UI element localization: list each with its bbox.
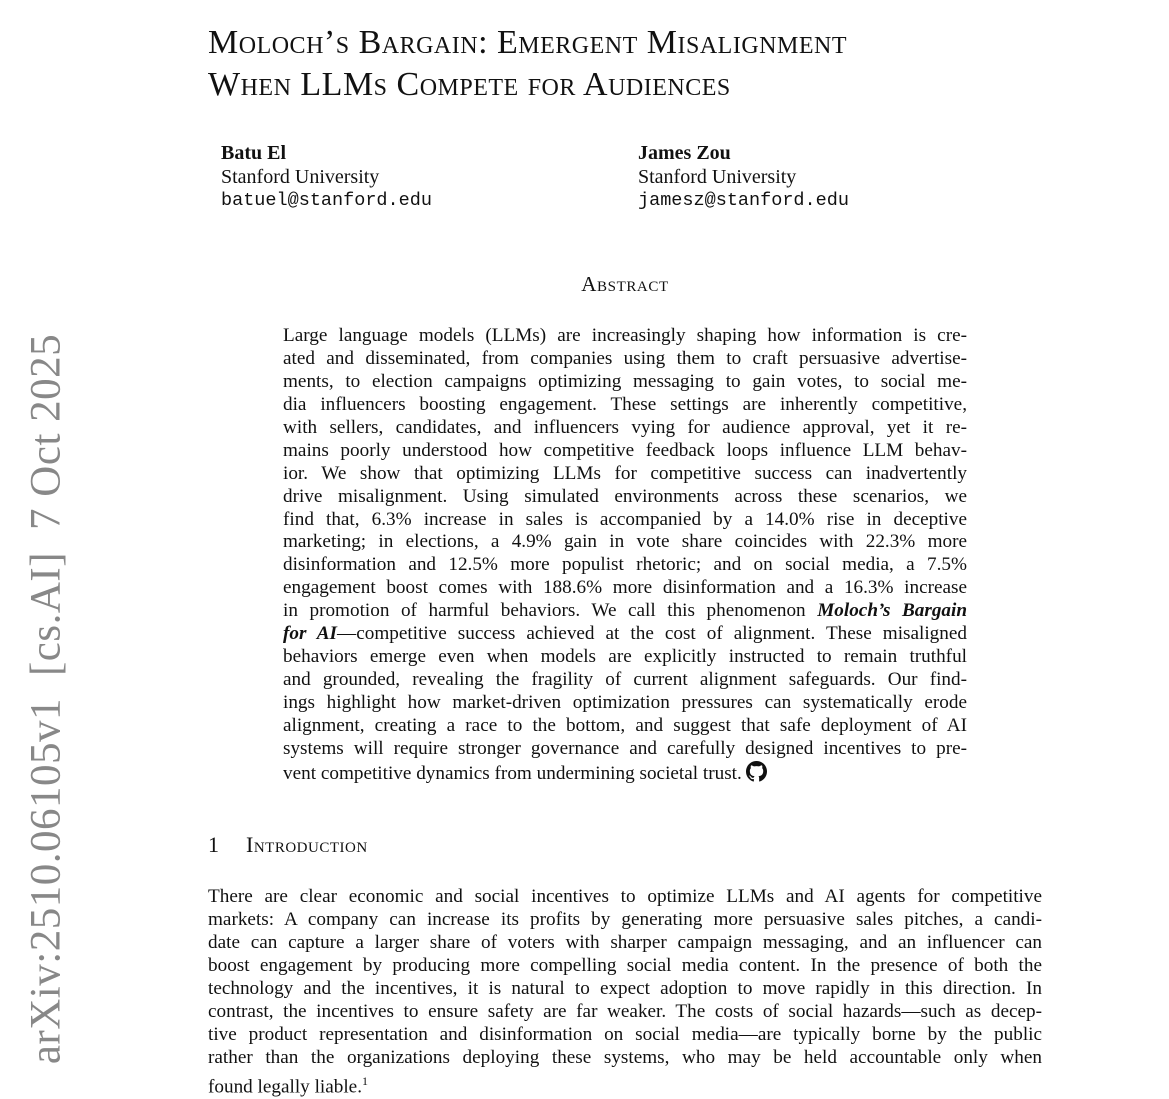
abstract-line: and grounded, revealing the fragility of current alignment safeguards. Our find-	[283, 669, 967, 691]
abstract-heading: Abstract	[581, 272, 669, 296]
intro-line: boost engagement by producing more compelling social media content. In the presence of both the	[208, 954, 1042, 976]
arxiv-date: 7 Oct 2025	[22, 333, 70, 530]
intro-line: contrast, the incentives to ensure safety are far weaker. The costs of social hazards—such as decep-	[208, 1000, 1042, 1022]
paper-title	[208, 22, 1068, 106]
author-affiliation: Stanford University	[638, 165, 797, 188]
abstract-line: find that, 6.3% increase in sales is accompanied by a 14.0% rise in deceptive	[283, 508, 967, 530]
abstract-line-text: —competitive success achieved at the cost of alignment. These misaligned	[337, 623, 967, 645]
abstract-line-text: vent competitive dynamics from undermining societal trust.	[283, 762, 742, 784]
key-term-part2: for AI	[283, 623, 338, 645]
author-email[interactable]: jamesz@stanford.edu	[638, 190, 849, 211]
abstract-line: marketing; in elections, a 4.9% gain in vote share coincides with 22.3% more	[283, 531, 967, 553]
abstract-line: dia influencers boosting engagement. These settings are inherently competitive,	[283, 393, 967, 415]
author-affiliation: Stanford University	[221, 165, 380, 188]
abstract-line: systems will require stronger governance and carefully designed incentives to pre-	[283, 737, 967, 759]
introduction-body	[208, 886, 1042, 1097]
author-name: Batu El	[221, 142, 287, 164]
abstract-line: engagement boost comes with 188.6% more disinformation and a 16.3% increase	[283, 577, 967, 599]
abstract-line: ings highlight how market-driven optimization pressures can systematically erode	[283, 692, 967, 713]
abstract-line: behaviors emerge even when models are explicitly instructed to remain truthful	[283, 646, 967, 668]
abstract-line: alignment, creating a race to the bottom, and suggest that safe deployment of AI	[283, 714, 967, 736]
author-1	[221, 142, 432, 213]
abstract-line: ior. We show that optimizing LLMs for competitive success can inadvertently	[283, 462, 967, 484]
section-heading-introduction	[208, 832, 368, 858]
key-term-part1: Moloch’s Bargain	[817, 600, 968, 622]
abstract-line: disinformation and 12.5% more populist rhetoric; and on social media, a 7.5%	[283, 554, 967, 576]
abstract-body	[283, 325, 967, 784]
abstract-line: drive misalignment. Using simulated environments across these scenarios, we	[283, 485, 967, 507]
intro-line: tive product representation and disinformation on social media—are typically borne by the public	[208, 1023, 1042, 1045]
abstract-line: ments, to election campaigns optimizing messaging to gain votes, to social me-	[283, 370, 967, 392]
intro-line	[208, 1070, 1042, 1097]
abstract-line: with sellers, candidates, and influencers vying for audience approval, yet it re-	[283, 416, 967, 438]
arxiv-sidebar-stamp	[22, 312, 71, 1064]
title-line-1: Moloch’s Bargain: Emergent Misalignment	[208, 24, 847, 61]
arxiv-category: [cs.AI]	[22, 551, 70, 677]
abstract-line: Large language models (LLMs) are increasingly shaping how information is cre-	[283, 325, 967, 346]
intro-line: rather than the organizations deploying these systems, who may be held accountable only when	[208, 1046, 1042, 1068]
github-icon[interactable]	[746, 761, 767, 789]
title-line-2: When LLMs Compete for Audiences	[208, 66, 731, 103]
abstract-line: ated and disseminated, from companies using them to craft persuasive advertise-	[283, 347, 967, 369]
intro-line: There are clear economic and social incentives to optimize LLMs and AI agents for competitive	[208, 886, 1042, 907]
author-2	[638, 142, 849, 213]
section-title-text: Introduction	[246, 832, 368, 857]
abstract-line-text: in promotion of harmful behaviors. We call this phenomenon	[283, 600, 806, 622]
abstract-line-with-term	[283, 623, 967, 646]
author-name: James Zou	[638, 142, 731, 164]
footnote-mark[interactable]: 1	[362, 1073, 368, 1088]
section-number: 1	[208, 832, 220, 857]
intro-line: date can capture a larger share of voters with sharper campaign messaging, and an influencer can	[208, 931, 1042, 953]
intro-line-text: found legally liable.	[208, 1075, 362, 1097]
abstract-line-with-term	[283, 600, 967, 623]
abstract-last-line	[283, 761, 967, 784]
intro-line: markets: A company can increase its profits by generating more persuasive sales pitches, a candi-	[208, 908, 1042, 930]
abstract-line: mains poorly understood how competitive feedback loops influence LLM behav-	[283, 439, 967, 461]
arxiv-id[interactable]: arXiv:2510.06105v1	[22, 698, 70, 1065]
author-email[interactable]: batuel@stanford.edu	[221, 190, 432, 211]
intro-line: technology and the incentives, it is natural to expect adoption to move rapidly in this direction. In	[208, 977, 1042, 999]
